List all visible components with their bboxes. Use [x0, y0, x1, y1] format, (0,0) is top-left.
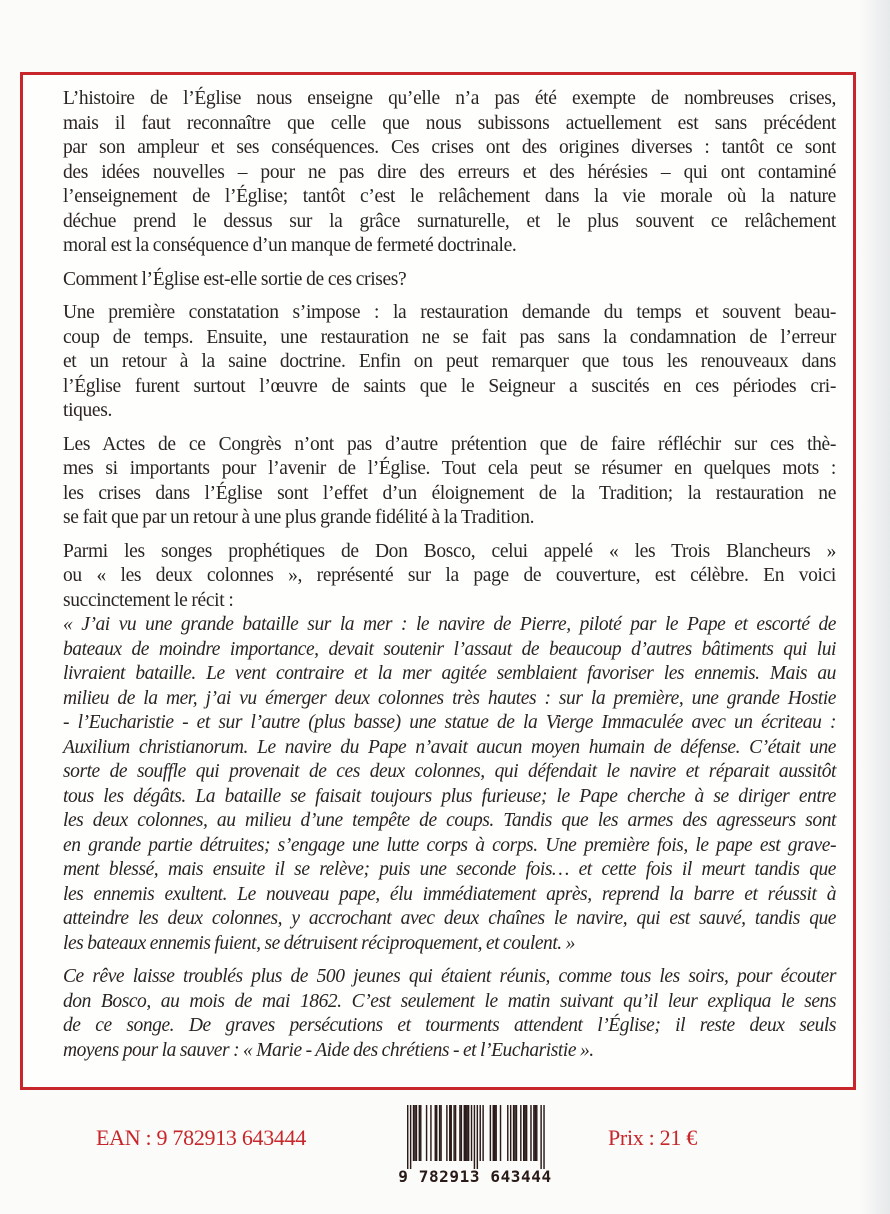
text-line: Une première constatation s’impose : la restauration demande du temps et souvent beau-: [63, 302, 836, 323]
text-line: moral est la conséquence d’un manque de fermeté doctrinale.: [63, 235, 517, 256]
text-line: par son ampleur et ses conséquences. Ces crises ont des origines diverses : tantôt ce sont: [63, 137, 836, 158]
barcode-bar: [543, 1105, 544, 1169]
price-label: Prix : 21 €: [608, 1125, 697, 1150]
barcode-bar: [493, 1105, 494, 1161]
barcode-bar: [536, 1105, 537, 1161]
ean-label: EAN : 9 782913 643444: [96, 1125, 307, 1150]
barcode-bar: [455, 1105, 456, 1161]
text-line: Auxilium christianorum. Le navire du Pape n’avait aucun moyen humain de défense. C’était une: [63, 736, 836, 758]
text-line: de ce songe. De graves persécutions et tourments attendent l’Église; il reste deux seuls: [63, 1015, 836, 1036]
text-line: les bateaux ennemis fuient, se détruisent réciproquement, et coulent. »: [63, 932, 575, 954]
text-line: les crises dans l’Église sont l’effet d’un éloignement de la Tradition; la restauration ne: [63, 482, 836, 504]
barcode-bar: [410, 1105, 411, 1169]
barcode-bar: [446, 1105, 447, 1161]
barcode-bar: [530, 1105, 531, 1161]
text-line: mes si importants pour l’avenir de l’Église. Tout cela peut se résumer en quelques mots :: [63, 458, 836, 479]
barcode-bar: [490, 1105, 491, 1161]
quote-paragraph: [63, 613, 836, 956]
paragraph: [63, 540, 836, 614]
barcode-bar: [471, 1105, 472, 1161]
text-line: et un retour à la saine doctrine. Enfin on peut remarquer que tous les renouveaux dans: [63, 351, 836, 372]
barcode-bar: [461, 1105, 462, 1161]
text-line: des idées nouvelles – pour ne pas dire des erreurs et des hérésies – qui ont contaminé: [63, 161, 836, 183]
barcode-bar: [464, 1105, 465, 1161]
barcode-bars: [395, 1105, 555, 1169]
text-line: Les Actes de ce Congrès n’ont pas d’autre prétention que de faire réfléchir sur ces thè-: [63, 433, 836, 455]
barcode-bar: [440, 1105, 441, 1161]
text-line: en grande partie détruites; s’engage une lutte corps à corps. Une première fois, le pape est grave-: [63, 834, 836, 856]
text-line: l’enseignement de l’Église; tantôt c’est le relâchement dans la vie morale où la nature: [63, 186, 836, 207]
text-line: déchue prend le dessus sur la grâce surnaturelle, et le plus souvent ce relâchement: [63, 210, 836, 232]
barcode-bar: [465, 1105, 466, 1161]
barcode-bar: [466, 1105, 467, 1161]
text-line: - l’Eucharistie - et sur l’autre (plus basse) une statue de la Vierge Immaculée avec un écriteau :: [63, 712, 836, 733]
barcode-bar: [526, 1105, 527, 1161]
text-line: atteindre les deux colonnes, y accrochant avec deux chaînes le navire, qui est sauvé, tandis que: [63, 908, 836, 929]
text-line: L’histoire de l’Église nous enseigne qu’elle n’a pas été exempte de nombreuses crises,: [63, 88, 836, 109]
barcode-bar: [516, 1105, 517, 1161]
barcode-bar: [500, 1105, 501, 1161]
text-line: ment blessé, mais ensuite il se relève; puis une seconde fois… et cette fois il meurt tandis que: [63, 859, 836, 880]
barcode-bar: [436, 1105, 437, 1161]
barcode-bar: [468, 1105, 469, 1161]
text-line: don Bosco, au mois de mai 1862. C’est seulement le matin suivant qu’il leur expliqua le sens: [63, 990, 836, 1012]
paragraph: [63, 87, 836, 259]
barcode-bar: [474, 1105, 475, 1169]
text-line: succinctement le récit :: [63, 589, 234, 611]
paragraph: [63, 433, 836, 531]
text-line: milieu de la mer, j’ai vu émerger deux colonnes très hautes : sur la première, une grande Hostie: [63, 687, 836, 709]
barcode-bar: [459, 1105, 460, 1161]
barcode-bar: [520, 1105, 521, 1161]
page-edge-shadow: [860, 0, 890, 1214]
barcode-bar: [535, 1105, 536, 1161]
text-line: Comment l’Église est-elle sortie de ces crises?: [63, 268, 407, 290]
barcode-bar: [419, 1105, 420, 1161]
barcode-bar: [420, 1105, 421, 1161]
barcode-bar: [435, 1105, 436, 1161]
text-line: coup de temps. Ensuite, une restauration ne se fait pas sans la condamnation de l’erreur: [63, 326, 836, 348]
barcode-bar: [533, 1105, 534, 1161]
text-line: l’Église furent surtout l’œuvre de saints que le Seigneur a suscités en ces périodes cri-: [63, 375, 836, 397]
text-line: bateaux de moindre importance, devait soutenir l’assaut de beaucoup d’autres bâtiments qui lui: [63, 638, 836, 660]
barcode-bar: [507, 1105, 508, 1161]
barcode-bar: [494, 1105, 495, 1161]
text-line: livraient bataille. Le vent contraire et la mer agitée semblaient favoriser les ennemis. Mais au: [63, 663, 836, 684]
barcode-bar: [514, 1105, 515, 1161]
text-line: les ennemis exultent. Le nouveau pape, élu immédiatement après, reprend la barre et réussit à: [63, 883, 836, 905]
barcode-bar: [510, 1105, 511, 1161]
barcode-bar: [449, 1105, 450, 1161]
barcode-bar: [523, 1105, 524, 1161]
barcode-bar: [414, 1105, 415, 1161]
barcode-bar: [524, 1105, 525, 1161]
text-line: tous les dégâts. La bataille se faisait toujours plus furieuse; le Pape cherche à se diriger entre: [63, 785, 836, 807]
barcode: [395, 1105, 555, 1187]
barcode-bar: [426, 1105, 427, 1161]
text-line: « J’ai vu une grande bataille sur la mer : le navire de Pierre, piloté par le Pape et escorté de: [63, 614, 836, 635]
text-line: se fait que par un retour à une plus grande fidélité à la Tradition.: [63, 507, 535, 528]
text-line: tiques.: [63, 400, 113, 421]
barcode-bar: [453, 1105, 454, 1161]
barcode-bar: [416, 1105, 417, 1161]
paragraph: [63, 268, 836, 293]
barcode-bar: [540, 1105, 541, 1169]
footer: [0, 1095, 890, 1195]
barcode-bar: [477, 1105, 478, 1169]
barcode-bar: [480, 1105, 481, 1161]
barcode-bar: [495, 1105, 496, 1161]
text-line: moyens pour la sauver : « Marie - Aide des chrétiens - et l’Eucharistie ».: [63, 1039, 594, 1061]
text-line: mais il faut reconnaître que celle que nous subissons actuellement est sans précédent: [63, 112, 836, 134]
text-line: sorte de souffle qui provenait de ces deux colonnes, qui défendait le navire et réparait aussitôt: [63, 761, 836, 782]
text-line: Parmi les songes prophétiques de Don Bosco, celui appelé « les Trois Blancheurs »: [63, 540, 836, 562]
text-line: les deux colonnes, au milieu d’une tempête de coups. Tandis que les armes des agresseurs sont: [63, 810, 836, 831]
quote-paragraph: [63, 965, 836, 1063]
paragraph: [63, 301, 836, 424]
barcode-bar: [413, 1105, 414, 1161]
barcode-bar: [439, 1105, 440, 1161]
barcode-bar: [407, 1105, 408, 1169]
text-line: ou « les deux colonnes », représenté sur la page de couverture, est célèbre. En voici: [63, 565, 836, 586]
text-frame: [20, 72, 856, 1090]
barcode-bar: [482, 1105, 483, 1161]
barcode-bar: [513, 1105, 514, 1161]
barcode-bar: [451, 1105, 452, 1161]
text-line: Ce rêve laisse troublés plus de 500 jeunes qui étaient réunis, comme tous les soirs, pour écouter: [63, 966, 836, 987]
barcode-bar: [430, 1105, 431, 1161]
back-cover-text: [63, 87, 836, 1072]
barcode-digits: 9 782913 643444: [398, 1167, 552, 1186]
